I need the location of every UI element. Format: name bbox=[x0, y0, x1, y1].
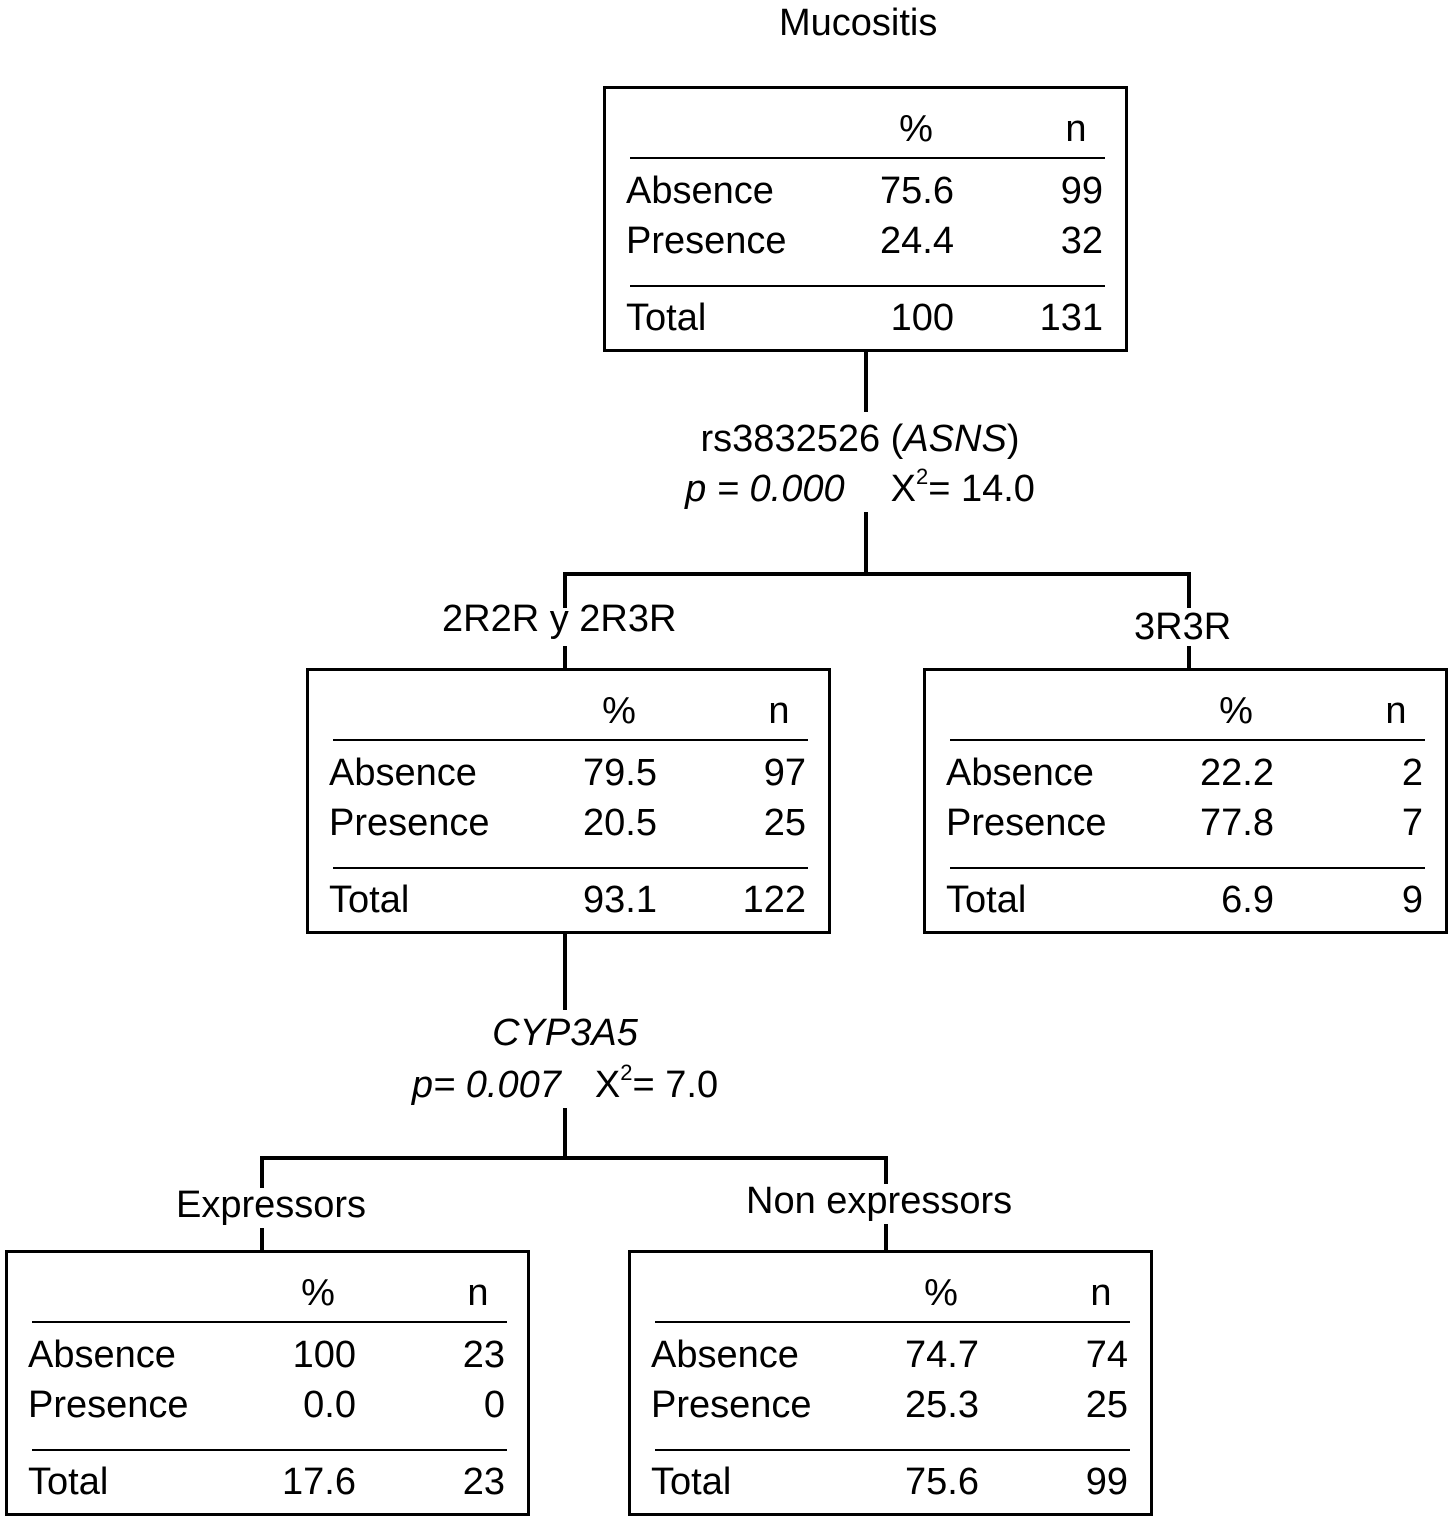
total-pct: 75.6 bbox=[905, 1461, 979, 1503]
total-n: 23 bbox=[462, 1461, 505, 1503]
row-pct: 74.7 bbox=[905, 1334, 979, 1376]
connector-right1-down bbox=[1187, 646, 1191, 670]
row-label: Presence bbox=[651, 1384, 812, 1426]
split-second-gene: CYP3A5 bbox=[492, 1012, 638, 1054]
node-non-expressors bbox=[628, 1250, 1153, 1516]
row-n: 25 bbox=[763, 802, 806, 844]
total-rule bbox=[630, 285, 1105, 287]
total-n: 131 bbox=[1039, 297, 1103, 339]
table-row bbox=[8, 1333, 527, 1377]
row-n: 2 bbox=[1401, 752, 1423, 794]
node-header-row bbox=[8, 1271, 527, 1315]
header-pct: % bbox=[899, 108, 933, 150]
total-n: 122 bbox=[742, 879, 806, 921]
header-n: n bbox=[1090, 1272, 1112, 1314]
total-row bbox=[606, 296, 1125, 340]
row-label: Absence bbox=[329, 752, 477, 794]
row-pct: 24.4 bbox=[880, 220, 954, 262]
node-3r3r bbox=[923, 668, 1448, 934]
table-row bbox=[631, 1333, 1150, 1377]
row-n: 23 bbox=[462, 1334, 505, 1376]
row-label: Absence bbox=[28, 1334, 176, 1376]
header-n: n bbox=[467, 1272, 489, 1314]
connector-split2-horizontal bbox=[260, 1156, 888, 1160]
table-row bbox=[8, 1383, 527, 1427]
split-root-gene: ASNS bbox=[903, 418, 1007, 460]
split-root-stats bbox=[600, 464, 1120, 511]
branch-label-left1: 2R2R y 2R3R bbox=[442, 598, 677, 640]
split-second-stats bbox=[300, 1060, 830, 1107]
header-n: n bbox=[1385, 690, 1407, 732]
header-rule bbox=[333, 739, 808, 741]
header-pct: % bbox=[924, 1272, 958, 1314]
row-pct: 77.8 bbox=[1200, 802, 1274, 844]
total-pct: 93.1 bbox=[583, 879, 657, 921]
row-pct: 22.2 bbox=[1200, 752, 1274, 794]
branch-label-left2: Expressors bbox=[176, 1184, 367, 1226]
connector-left1-down bbox=[563, 646, 567, 670]
header-n: n bbox=[768, 690, 790, 732]
total-pct: 6.9 bbox=[1221, 879, 1274, 921]
split-root-chi-label: X bbox=[890, 468, 916, 510]
total-label: Total bbox=[329, 879, 410, 921]
connector-split2-down bbox=[563, 1108, 567, 1160]
row-label: Absence bbox=[946, 752, 1094, 794]
connector-right2-down bbox=[884, 1224, 888, 1252]
row-label: Absence bbox=[626, 170, 774, 212]
table-row bbox=[926, 801, 1445, 845]
row-pct: 79.5 bbox=[583, 752, 657, 794]
split-root-chi-value: = 14.0 bbox=[928, 468, 1035, 510]
row-n: 32 bbox=[1060, 220, 1103, 262]
total-label: Total bbox=[28, 1461, 109, 1503]
connector-split1-down bbox=[864, 512, 868, 576]
row-n: 99 bbox=[1060, 170, 1103, 212]
split-second-p-value: p= 0.007 bbox=[411, 1064, 561, 1106]
row-pct: 100 bbox=[292, 1334, 356, 1376]
node-header-row bbox=[926, 689, 1445, 733]
split-root-variable bbox=[600, 418, 1120, 461]
row-label: Presence bbox=[946, 802, 1107, 844]
split-root-suffix: ) bbox=[1006, 418, 1020, 460]
row-label: Presence bbox=[626, 220, 787, 262]
connector-n1-down bbox=[563, 932, 567, 1010]
table-row bbox=[309, 801, 828, 845]
row-pct: 0.0 bbox=[303, 1384, 356, 1426]
header-pct: % bbox=[1219, 690, 1253, 732]
header-rule bbox=[950, 739, 1425, 741]
total-rule bbox=[655, 1449, 1130, 1451]
connector-left2-down bbox=[260, 1228, 264, 1252]
node-2r2r-2r3r bbox=[306, 668, 831, 934]
split-second-chi-label: X bbox=[594, 1064, 621, 1106]
diagram-title: Mucositis bbox=[779, 2, 938, 44]
total-label: Total bbox=[626, 297, 707, 339]
row-label: Presence bbox=[329, 802, 490, 844]
table-row bbox=[606, 169, 1125, 213]
table-row bbox=[309, 751, 828, 795]
row-pct: 25.3 bbox=[905, 1384, 979, 1426]
row-n: 74 bbox=[1085, 1334, 1128, 1376]
total-row bbox=[631, 1460, 1150, 1504]
row-pct: 20.5 bbox=[583, 802, 657, 844]
row-label: Absence bbox=[651, 1334, 799, 1376]
row-n: 0 bbox=[483, 1384, 505, 1426]
row-pct: 75.6 bbox=[880, 170, 954, 212]
total-label: Total bbox=[946, 879, 1027, 921]
connector-split1-horizontal bbox=[563, 572, 1191, 576]
node-header-row bbox=[631, 1271, 1150, 1315]
connector-root-down bbox=[864, 350, 868, 412]
row-n: 97 bbox=[763, 752, 806, 794]
header-pct: % bbox=[602, 690, 636, 732]
node-root bbox=[603, 86, 1128, 352]
total-pct: 17.6 bbox=[282, 1461, 356, 1503]
table-row bbox=[926, 751, 1445, 795]
total-rule bbox=[32, 1449, 507, 1451]
total-n: 9 bbox=[1401, 879, 1423, 921]
total-row bbox=[8, 1460, 527, 1504]
split-second-chi-sup: 2 bbox=[620, 1060, 633, 1085]
header-rule bbox=[32, 1321, 507, 1323]
node-header-row bbox=[606, 107, 1125, 151]
total-label: Total bbox=[651, 1461, 732, 1503]
row-n: 25 bbox=[1085, 1384, 1128, 1426]
header-n: n bbox=[1065, 108, 1087, 150]
split-second-variable bbox=[300, 1012, 830, 1055]
node-expressors bbox=[5, 1250, 530, 1516]
total-row bbox=[926, 878, 1445, 922]
table-row bbox=[606, 219, 1125, 263]
row-n: 7 bbox=[1401, 802, 1423, 844]
node-header-row bbox=[309, 689, 828, 733]
total-rule bbox=[950, 867, 1425, 869]
split-root-prefix: rs3832526 ( bbox=[700, 418, 904, 460]
total-row bbox=[309, 878, 828, 922]
total-rule bbox=[333, 867, 808, 869]
branch-label-right2: Non expressors bbox=[746, 1180, 1013, 1222]
connector-right1-up bbox=[1187, 572, 1191, 608]
split-root-p-value: p = 0.000 bbox=[685, 468, 845, 510]
header-rule bbox=[655, 1321, 1130, 1323]
table-row bbox=[631, 1383, 1150, 1427]
total-n: 99 bbox=[1085, 1461, 1128, 1503]
split-second-chi-value: = 7.0 bbox=[632, 1064, 719, 1106]
split-root-chi-sup: 2 bbox=[915, 464, 929, 489]
header-pct: % bbox=[301, 1272, 335, 1314]
row-label: Presence bbox=[28, 1384, 189, 1426]
branch-label-right1: 3R3R bbox=[1134, 606, 1232, 648]
header-rule bbox=[630, 157, 1105, 159]
total-pct: 100 bbox=[890, 297, 954, 339]
